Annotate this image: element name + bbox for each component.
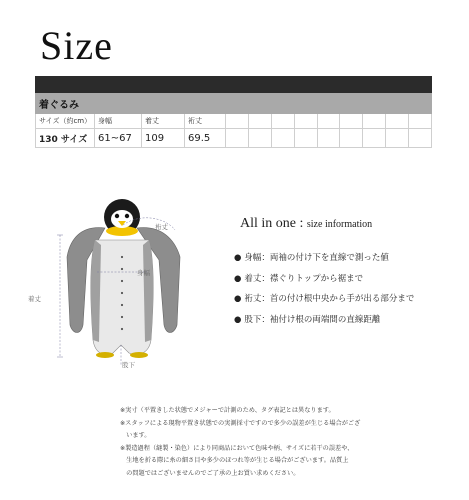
row-empty xyxy=(386,129,409,148)
inseam-label: 股下 xyxy=(122,361,135,369)
length-label: 着丈 xyxy=(28,295,41,303)
size-table xyxy=(35,93,432,148)
left-foot xyxy=(96,352,114,358)
header-empty xyxy=(409,114,432,129)
costume-figure xyxy=(25,195,225,370)
row-width: 61~67 xyxy=(95,129,142,148)
note-line: ※実寸（平置きした状態でメジャーで計測のため、タグ表記とは異なります。 xyxy=(120,407,335,414)
table-section-row xyxy=(36,94,432,114)
row-empty xyxy=(248,129,271,148)
note-line: ※製造過程（縫製・染色）により同商品において色味や柄、サイズに若干の誤差や、 xyxy=(120,444,354,452)
right-foot xyxy=(130,352,148,358)
table-top-bar xyxy=(35,76,432,93)
header-empty xyxy=(248,114,271,129)
info-list xyxy=(234,248,414,330)
note-line: 生地を折る際に糸の細さ目や多少のほつれ等が生じる場合がございます。品質上 xyxy=(120,457,349,465)
row-empty xyxy=(226,129,249,148)
table-header-row xyxy=(36,114,432,129)
header-empty xyxy=(226,114,249,129)
header-empty xyxy=(271,114,294,129)
info-title-main: All in one : xyxy=(240,216,307,231)
row-empty xyxy=(409,129,432,148)
header-width: 身幅 xyxy=(95,114,142,129)
note-line: います。 xyxy=(120,432,151,440)
table-row xyxy=(36,129,432,148)
header-sleeve: 裄丈 xyxy=(185,114,226,129)
header-empty xyxy=(317,114,340,129)
section-label: 着ぐるみ xyxy=(36,94,432,114)
info-title xyxy=(240,216,372,232)
header-size: サイズ（約cm） xyxy=(36,114,95,129)
row-empty xyxy=(294,129,317,148)
row-length: 109 xyxy=(142,129,185,148)
header-empty xyxy=(386,114,409,129)
row-empty xyxy=(271,129,294,148)
width-label: 身幅 xyxy=(137,269,150,277)
header-empty xyxy=(340,114,363,129)
sleeve-label: 裄丈 xyxy=(155,223,168,231)
info-title-sub: size information xyxy=(306,219,373,230)
header-empty xyxy=(363,114,386,129)
row-empty xyxy=(317,129,340,148)
note-line: の問題ではございませんのでご了承の上お買い求めください。 xyxy=(120,469,300,477)
list-item: ● 身幅：両袖の付け下を直線で測った値 xyxy=(234,248,414,269)
row-empty xyxy=(363,129,386,148)
row-size: 130 サイズ xyxy=(36,129,95,148)
list-item: ● 股下：袖付け根の両端間の直線距離 xyxy=(234,310,414,331)
notes xyxy=(120,405,365,481)
row-empty xyxy=(340,129,363,148)
list-item: ● 裄丈：首の付け根中央から手が出る部分まで xyxy=(234,289,414,310)
header-empty xyxy=(294,114,317,129)
page-title: Size xyxy=(40,23,113,68)
list-item: ● 着丈：襟ぐりトップから裾まで xyxy=(234,269,414,290)
row-sleeve: 69.5 xyxy=(185,129,226,148)
note-line: ※スタッフによる現物平置き状態での実測採寸ですので多少の誤差が生じる場合がござ xyxy=(120,419,361,427)
header-length: 着丈 xyxy=(142,114,185,129)
